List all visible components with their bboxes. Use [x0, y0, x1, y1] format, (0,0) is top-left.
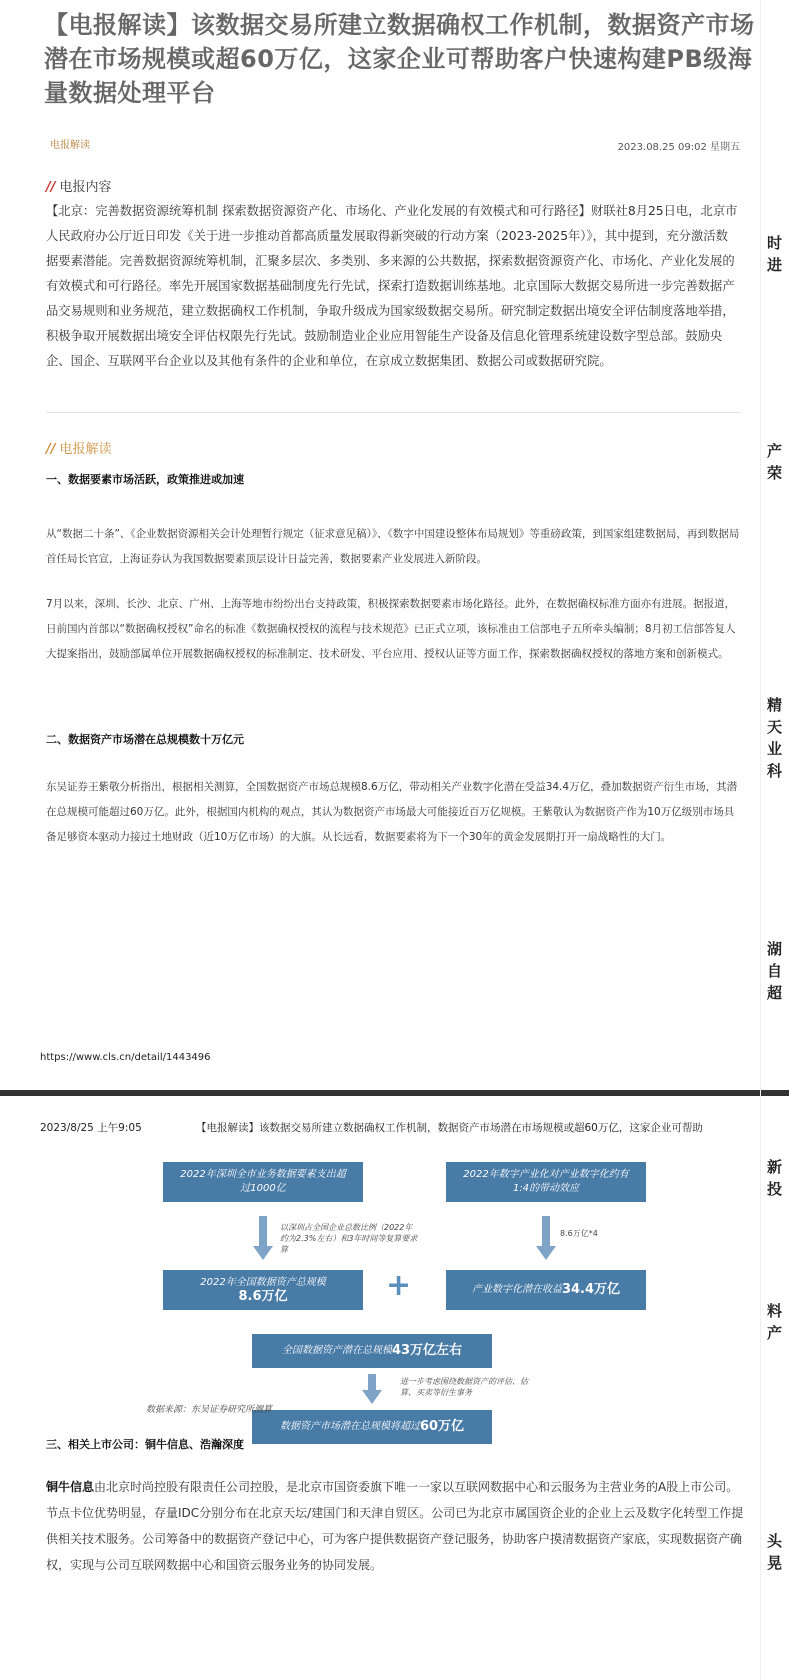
- sidebar-glyph[interactable]: 产: [767, 442, 783, 460]
- box6-label: 数据资产市场潜在总规模将超过: [279, 1421, 420, 1432]
- box-potential-total: [252, 1334, 492, 1368]
- box1-text: 2022年深圳全市业务数据要素支出超过1000亿: [180, 1169, 346, 1194]
- print-page: [0, 1096, 789, 1680]
- sidebar-glyph[interactable]: 科: [767, 762, 783, 780]
- divider: [46, 412, 740, 413]
- arrow-down-icon: [362, 1390, 382, 1404]
- sidebar-glyph[interactable]: 晃: [767, 1554, 783, 1572]
- box2-text: 2022年数字产业化对产业数字化约有1:4的带动效应: [463, 1169, 629, 1194]
- paragraph-4-text: 由北京时尚控股有限责任公司控股，是北京市国资委旗下唯一一家以互联网数据中心和云服务为主营业务的A股上市公司。节点卡位优势明显，存量IDC分别分布在北京天坛/建国门和天津自贸区。公司已为北京市属国资企业的企业上云及数字化转型工作提供相关技术服务。公司筹备中的数据资产登记中心，可为客户提供数据资产登记服务，协助客户摸清数据资产家底，实现数据资产确权，实现与公司互联网数据中心和国资云服务业务的协同发展。: [46, 1480, 744, 1572]
- sidebar-glyph[interactable]: 进: [767, 256, 783, 274]
- sidebar-glyph[interactable]: 产: [767, 1324, 783, 1342]
- box4-value: 34.4万亿: [561, 1282, 621, 1297]
- sidebar-glyph[interactable]: 超: [767, 984, 783, 1002]
- analysis-label: 电报解读: [59, 442, 112, 457]
- paragraph-3: 东吴证券王紫敬分析指出，根据相关测算，全国数据资产市场总规模8.6万亿，带动相关产业数字化潜在受益34.4万亿，叠加数据资产衍生市场，其潜在总规模可能超过60万亿。此外，根据国内机构的观点，其认为数据资产市场最大可能接近百万亿规模。王紫敬认为数据资产作为10万亿级别市场具备足够资本驱动力接过土地财政（近10万亿市场）的大旗。从长远看，数据要素将为下一个30年的黄金发展期打开一扇战略性的大门。: [46, 781, 738, 843]
- sidebar-glyph[interactable]: 时: [767, 234, 783, 252]
- subheading-1: 一、数据要素市场活跃，政策推进或加速: [46, 473, 244, 486]
- arrow-stem: [542, 1216, 550, 1246]
- sidebar-glyph[interactable]: 自: [767, 962, 783, 980]
- sidebar-glyph[interactable]: 头: [767, 1532, 783, 1550]
- slash-icon: //: [46, 180, 56, 195]
- box-over-60t: [252, 1410, 492, 1444]
- analysis-section-heading: [46, 438, 112, 457]
- box-national-size: [163, 1270, 363, 1310]
- paragraph-2: 7月以来，深圳、长沙、北京、广州、上海等地市纷纷出台支持政策，积极探索数据要素市场化路径。此外，在数据确权标准方面亦有进展。据报道，日前国内首部以“数据确权授权”命名的标准《数据确权授权的流程与技术规范》已正式立项，该标准由工信部电子五所牵头编制；8月初工信部答复人大提案指出，鼓励部属单位开展数据确权授权的标准制定、技术研发、平台应用、授权认证等方面工作，探索数据确权授权的落地方案和创新模式。: [46, 598, 736, 660]
- company-name: 铜牛信息: [46, 1480, 95, 1494]
- content-section-heading: [46, 176, 112, 195]
- arrow-stem: [259, 1216, 267, 1246]
- article-meta: [50, 136, 740, 151]
- box4-label: 产业数字化潜在收益: [471, 1284, 562, 1295]
- arrow-down-icon: [253, 1246, 273, 1260]
- article-headline: 【电报解读】该数据交易所建立数据确权工作机制，数据资产市场潜在市场规模或超60万亿，这家企业可帮助客户快速构建PB级海量数据处理平台: [44, 11, 755, 107]
- sidebar-glyph[interactable]: 新: [767, 1158, 783, 1176]
- diagram-source: 数据来源：东吴证券研究所测算: [146, 1405, 273, 1415]
- sidebar-strip: [760, 0, 789, 1680]
- subheading-2: 二、数据资产市场潜在总规模数十万亿元: [46, 733, 244, 746]
- sidebar-glyph[interactable]: 湖: [767, 940, 783, 958]
- arrow-down-icon: [536, 1246, 556, 1260]
- sidebar-glyph[interactable]: 料: [767, 1302, 783, 1320]
- box6-value: 60万亿: [419, 1419, 465, 1434]
- content-paragraph: 【北京：完善数据资源统筹机制 探索数据资源资产化、市场化、产业化发展的有效模式和可行路径】财联社8月25日电，北京市人民政府办公厅近日印发《关于进一步推动首都高质量发展取得新突破的行动方案（2023-2025年）》，其中提到，充分激活数据要素潜能。完善数据资源统筹机制，汇聚多层次、多类别、多来源的公共数据，探索数据资源资产化、市场化、产业化发展的有效模式和可行路径。率先开展国家数据基础制度先行先试，探索打造数据训练基地。北京国际大数据交易所进一步完善数据产品交易规则和业务规范，建立数据确权工作机制，争取升级成为国家级数据交易所。研究制定数据出境安全评估制度落地举措，积极争取开展数据出境安全评估权限先行先试。鼓励制造业企业应用智能生产设备及信息化管理系统建设数字型总部。鼓励央企、国企、互联网平台企业以及其他有条件的企业和单位，在京成立数据集团、数据公司或数据研究院。: [46, 204, 738, 368]
- publish-date: 2023.08.25 09:02 星期五: [617, 142, 740, 153]
- note-ratio: 以深圳占全国企业总数比例（2022年约为2.3%左右）和3年时间等复算要求算: [280, 1223, 418, 1254]
- category-tag[interactable]: 电报解读: [50, 140, 90, 151]
- content-label: 电报内容: [59, 180, 112, 195]
- sidebar-glyph[interactable]: 投: [767, 1180, 783, 1198]
- sidebar-glyph[interactable]: 精: [767, 696, 783, 714]
- subheading-3: 三、相关上市公司：铜牛信息、浩瀚深度: [46, 1438, 244, 1451]
- box3-value: 8.6万亿: [238, 1289, 288, 1304]
- box-shenzhen-spend: [163, 1162, 363, 1202]
- print-title: 【电报解读】该数据交易所建立数据确权工作机制，数据资产市场潜在市场规模或超60万亿，这家企业可帮助: [196, 1122, 703, 1134]
- box-digital-benefit: [446, 1270, 646, 1310]
- paragraph-4: [46, 1474, 746, 1578]
- box5-value: 43万亿左右: [391, 1343, 463, 1358]
- box-multiplier: [446, 1162, 646, 1202]
- note-multiply: 8.6万亿*4: [560, 1229, 598, 1238]
- article-url[interactable]: https://www.cls.cn/detail/1443496: [40, 1052, 211, 1063]
- paragraph-1: 从“数据二十条”、《企业数据资源相关会计处理暂行规定（征求意见稿）》、《数字中国建设整体布局规划》等重磅政策，到国家组建数据局，再到数据局首任局长官宣，上海证券认为我国数据要素顶层设计日益完善，数据要素产业发展进入新阶段。: [46, 528, 740, 565]
- note-derivatives: 进一步考虑围绕数据资产的评估、估算、买卖等衍生事务: [400, 1377, 528, 1397]
- slash-icon: //: [46, 442, 56, 457]
- print-date: 2023/8/25 上午9:05: [40, 1122, 142, 1134]
- box5-label: 全国数据资产潜在总规模: [281, 1345, 392, 1356]
- sidebar-glyph[interactable]: 荣: [767, 464, 783, 482]
- plus-icon: +: [386, 1268, 412, 1303]
- sidebar-glyph[interactable]: 天: [767, 718, 783, 736]
- sidebar-glyph[interactable]: 业: [767, 740, 783, 758]
- box3-label: 2022年全国数据资产总规模: [200, 1277, 326, 1288]
